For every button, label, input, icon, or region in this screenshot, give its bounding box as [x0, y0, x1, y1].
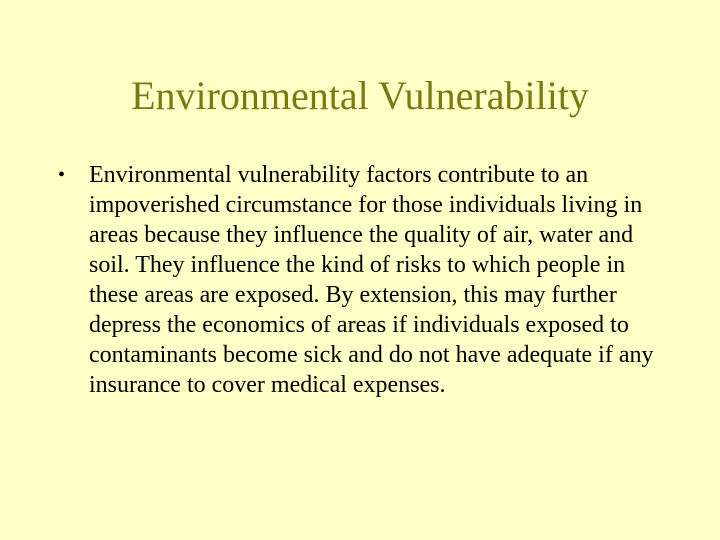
slide-body	[58, 160, 668, 400]
bullet-text: Environmental vulnerability factors contribute to an impoverished circumstance for those individuals living in areas because they influence the quality of air, water and soil. They influence the kind of risks to which people in these areas are exposed. By extension, this may further depress the economics of areas if individuals exposed to contaminants become sick and do not have adequate if any insurance to cover medical expenses.	[89, 162, 654, 398]
bullet-item	[58, 160, 668, 400]
slide-title: Environmental Vulnerability	[131, 73, 589, 118]
bullet-icon: •	[58, 164, 66, 186]
